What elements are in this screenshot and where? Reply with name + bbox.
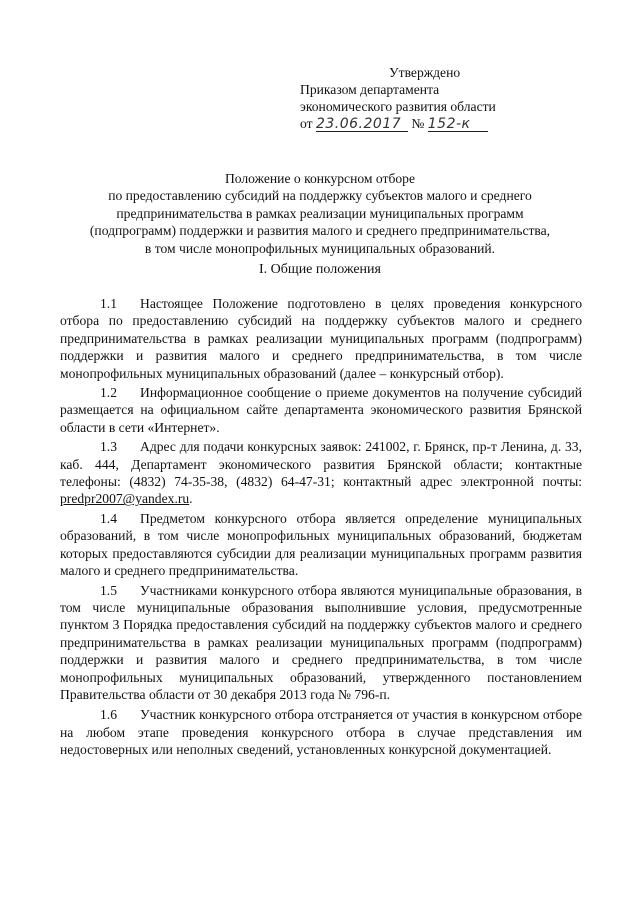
paragraph-1-5 (60, 582, 582, 704)
paragraph-1-3 (60, 438, 582, 508)
title-line-3: предпринимательства в рамках реализации муниципальных программ (116, 205, 524, 221)
handwritten-number: 152-к (428, 117, 488, 132)
paragraph-text: Информационное сообщение о приеме документов на получение субсидий размещается на официальном сайте департамента экономического развития Брянской области в сети «Интернет». (60, 385, 582, 435)
approval-order-line: Приказом департамента (300, 82, 440, 97)
paragraph-text: Адрес для подачи конкурсных заявок: 241002, г. Брянск, пр-т Ленина, д. 33, каб. 444, Департамент экономического развития Брянской области; контактные телефоны: (4832) 74-35-38, (4832) 64-47-31; контактный адрес электронной почты: (60, 439, 582, 490)
paragraph-text: Настоящее Положение подготовлено в целях проведения конкурсного отбора по предоставлению субсидий на поддержку субъектов малого и среднего предпринимательства в рамках реализации муниципальных программ (подпрограмм) поддержки и развития малого и среднего предпринимательства, в том числе монопрофильных муниципальных образований (далее – конкурсный отбор). (60, 296, 582, 381)
paragraph-tail: . (189, 491, 193, 507)
paragraph-text: Предметом конкурсного отбора является определение муниципальных образований, в том числе монопрофильных муниципальных образований, бюджетам которых предоставляются субсидии для реализации муниципальных программ развития малого и среднего предпринимательства. (60, 510, 582, 579)
paragraph-1-6 (60, 706, 582, 758)
paragraph-1-2 (60, 384, 582, 436)
paragraph-number: 1.6 (100, 707, 117, 723)
paragraph-number: 1.5 (100, 582, 117, 598)
paragraph-number: 1.1 (100, 296, 117, 311)
title-line-1: Положение о конкурсном отборе (224, 171, 416, 186)
document-body (60, 295, 582, 759)
paragraph-text: Участник конкурсного отбора отстраняется от участия в конкурсном отборе на любом этапе проведения конкурсного отбора в случае представления им недостоверных или неполных сведений, установленных конкурсной документацией. (60, 707, 582, 758)
section-heading: I. Общие положения (259, 262, 381, 277)
paragraph-1-1 (60, 295, 582, 382)
title-line-4: (подпрограмм) поддержки и развития малого и среднего предпринимательства, (89, 223, 551, 239)
paragraph-number: 1.3 (100, 439, 117, 455)
from-label: от (300, 116, 313, 131)
number-label: № (411, 116, 425, 131)
email-link[interactable]: predpr2007@yandex.ru (60, 491, 190, 507)
approval-date-line (300, 115, 560, 132)
document-title (60, 170, 580, 257)
approval-block (300, 64, 560, 132)
approval-department-line: экономического развития области (300, 99, 496, 114)
paragraph-1-4 (60, 510, 582, 580)
handwritten-date: 23.06.2017 (316, 117, 408, 132)
paragraph-number: 1.4 (100, 510, 117, 526)
title-line-5: в том числе монопрофильных муниципальных образований. (144, 240, 496, 256)
paragraph-number: 1.2 (100, 385, 117, 401)
paragraph-text: Участниками конкурсного отбора являются муниципальные образования, в том числе муниципальные образования выполнившие условия, предусмотренные пунктом 3 Порядка предоставления субсидий на поддержку субъектов малого и среднего предпринимательства в рамках реализации муниципальных программ (подпрограмм) поддержки и развития малого и среднего предпринимательства, в том числе монопрофильных муниципальных образований, утвержденного постановлением Правительства области от 30 декабря 2013 года № 796-п. (60, 582, 582, 702)
approval-heading: Утверждено (389, 65, 461, 80)
title-line-2: по предоставлению субсидий на поддержку субъектов малого и среднего (108, 188, 532, 204)
